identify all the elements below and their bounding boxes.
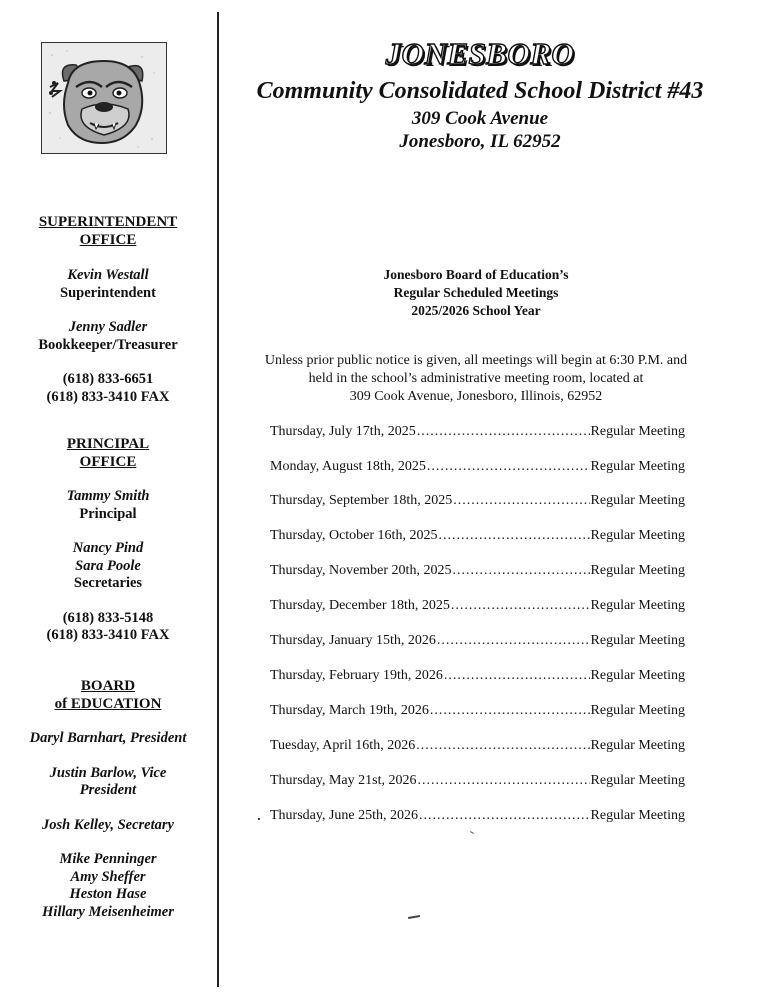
superintendent-office-heading-line2: OFFICE <box>79 231 137 248</box>
meeting-date: Thursday, May 21st, 2026 <box>270 773 417 788</box>
meeting-row <box>270 528 685 544</box>
principal-fax: (618) 833-3410 FAX <box>46 627 170 643</box>
meeting-schedule-title-line: Jonesboro Board of Education’s <box>383 267 569 282</box>
secretary-name: Nancy Pind <box>72 540 144 556</box>
meeting-row <box>270 738 685 754</box>
meeting-type: Regular Meeting <box>590 738 685 753</box>
district-address-city: Jonesboro, IL 62952 <box>399 131 561 152</box>
secretary-name: Sara Poole <box>75 557 141 574</box>
principal-name: Tammy Smith <box>66 488 150 504</box>
meeting-row <box>270 773 685 789</box>
principal-office-heading: PRINCIPAL <box>66 436 150 452</box>
meeting-type: Regular Meeting <box>590 563 685 578</box>
meeting-date: Thursday, July 17th, 2025 <box>270 424 416 439</box>
board-secretary: Josh Kelley, Secretary <box>42 816 174 833</box>
superintendent-phone: (618) 833-6651 <box>62 371 154 387</box>
principal-office-heading-line2: OFFICE <box>79 453 137 470</box>
meeting-type: Regular Meeting <box>590 459 685 474</box>
meeting-type: Regular Meeting <box>590 773 685 788</box>
meeting-type: Regular Meeting <box>590 703 685 718</box>
meeting-schedule-title <box>300 266 652 320</box>
meeting-type: Regular Meeting <box>590 808 685 823</box>
meeting-row <box>270 459 685 475</box>
meeting-row <box>270 703 685 719</box>
meeting-type: Regular Meeting <box>590 633 685 648</box>
meeting-row <box>270 493 685 509</box>
board-member: Heston Hase <box>69 886 147 902</box>
meeting-date: Thursday, June 25th, 2026 <box>270 808 419 823</box>
meeting-date: Thursday, March 19th, 2026 <box>270 703 429 718</box>
principal-phone: (618) 833-5148 <box>62 609 154 626</box>
meeting-row <box>270 598 685 614</box>
board-member: Hillary Meisenheimer <box>42 903 174 920</box>
meeting-date: Thursday, February 19th, 2026 <box>270 668 443 683</box>
principal-role: Principal <box>79 505 137 522</box>
meeting-schedule-title-line: Regular Scheduled Meetings <box>393 285 559 300</box>
superintendent-name: Kevin Westall <box>67 267 149 283</box>
district-name: Community Consolidated School District #43 <box>256 78 704 104</box>
board-section <box>10 678 206 921</box>
board-vice-president: Justin Barlow, Vice President <box>49 764 167 798</box>
board-heading: BOARD <box>80 678 136 694</box>
meeting-date: Thursday, December 18th, 2025 <box>270 598 450 613</box>
board-president: Daryl Barnhart, President <box>29 730 187 746</box>
meeting-row <box>270 668 685 684</box>
meeting-notice-paragraph <box>236 352 716 406</box>
district-title: JONESBORO <box>385 36 575 71</box>
superintendent-office-section <box>10 214 206 406</box>
superintendent-role: Superintendent <box>60 284 156 301</box>
meeting-type: Regular Meeting <box>590 668 685 683</box>
meeting-type: Regular Meeting <box>590 528 685 543</box>
meeting-date: Thursday, September 18th, 2025 <box>270 493 453 508</box>
scan-speck <box>258 818 260 820</box>
meeting-notice-line: Unless prior public notice is given, all meetings will begin at 6:30 P.M. and <box>264 353 688 368</box>
meeting-date: Monday, August 18th, 2025 <box>270 459 426 474</box>
meeting-notice-line: 309 Cook Avenue, Jonesboro, Illinois, 62952 <box>349 389 603 404</box>
board-member: Mike Penninger <box>59 851 157 867</box>
meeting-date: Tuesday, April 16th, 2026 <box>270 738 416 753</box>
meeting-date: Thursday, January 15th, 2026 <box>270 633 436 648</box>
principal-office-section <box>10 436 206 645</box>
meeting-type: Regular Meeting <box>590 598 685 613</box>
district-address-street: 309 Cook Avenue <box>411 108 549 129</box>
meeting-date: Thursday, October 16th, 2025 <box>270 528 438 543</box>
meeting-type: Regular Meeting <box>590 424 685 439</box>
superintendent-fax: (618) 833-3410 FAX <box>46 388 170 405</box>
meeting-type: Regular Meeting <box>590 493 685 508</box>
meeting-row <box>270 633 685 649</box>
bulldog-mascot-icon <box>41 42 167 154</box>
scan-speck <box>408 915 420 919</box>
meeting-notice-line: held in the school’s administrative meeting room, located at <box>308 371 644 386</box>
board-heading-line2: of EDUCATION <box>54 695 162 712</box>
secretary-role: Secretaries <box>73 575 143 591</box>
meeting-date: Thursday, November 20th, 2025 <box>270 563 452 578</box>
board-member: Amy Sheffer <box>70 868 146 885</box>
meeting-row <box>270 424 685 440</box>
scan-speck <box>470 831 474 834</box>
superintendent-office-heading: SUPERINTENDENT <box>38 214 178 230</box>
column-divider <box>217 12 219 987</box>
meeting-schedule-title-line: 2025/2026 School Year <box>411 303 541 318</box>
meeting-row <box>270 808 685 824</box>
treasurer-role: Bookkeeper/Treasurer <box>38 336 178 353</box>
treasurer-name: Jenny Sadler <box>68 319 148 335</box>
meeting-row <box>270 563 685 579</box>
